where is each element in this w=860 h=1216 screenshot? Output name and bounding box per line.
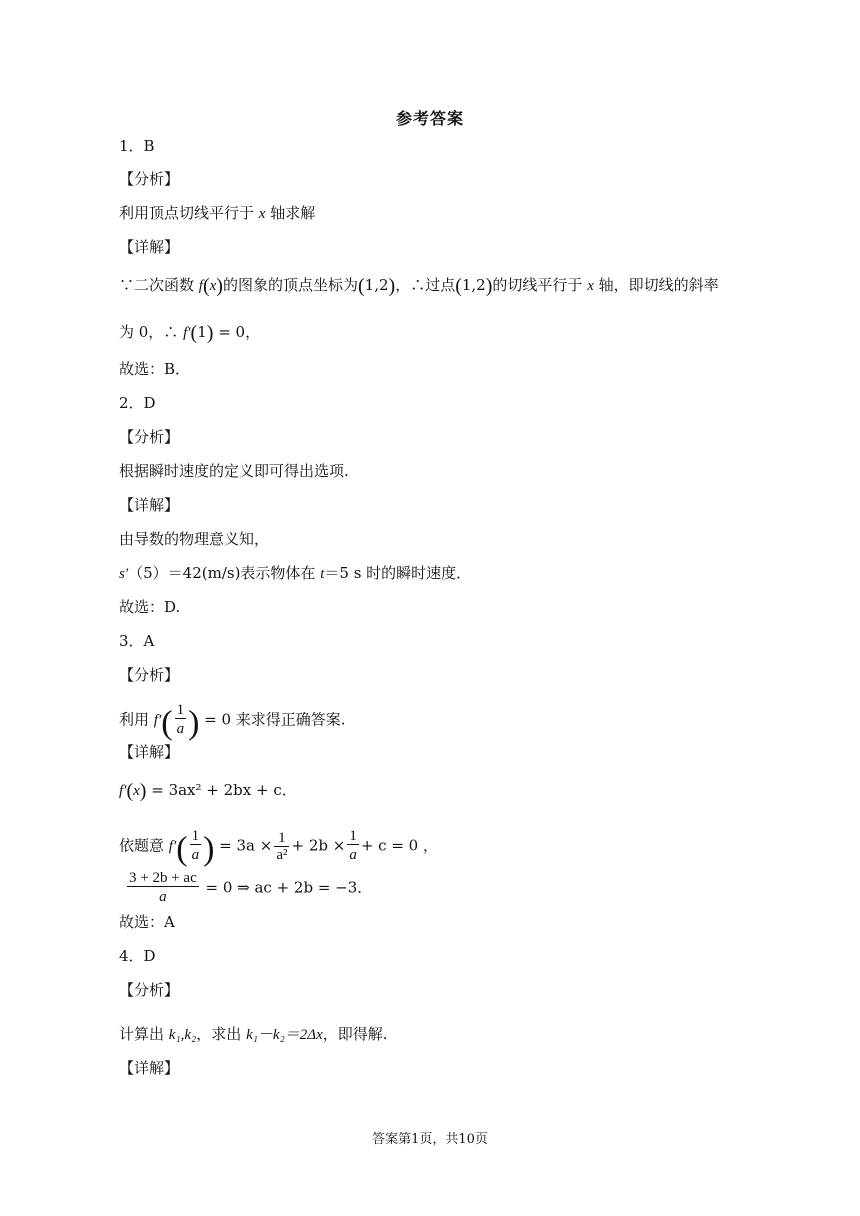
- q2-detail-tag: 【详解】: [119, 496, 180, 514]
- q3-detail-line1: f′(x) = 3ax² + 2bx + c．: [119, 780, 297, 802]
- q1-detail-line2: 为 0，∴ f′(1) = 0，: [119, 322, 261, 344]
- answer-2: 2．D: [119, 394, 156, 412]
- q3-analysis-tag: 【分析】: [119, 666, 180, 684]
- q2-analysis-tag: 【分析】: [119, 428, 180, 446]
- q1-detail-tag: 【详解】: [119, 238, 180, 256]
- q3-detail-tag: 【详解】: [119, 743, 180, 761]
- answer-3: 3．A: [119, 632, 155, 650]
- q4-analysis: 计算出 k₁,k₂，求出 k₁－k₂＝2Δx，即得解.: [119, 1025, 388, 1043]
- q4-analysis-tag: 【分析】: [119, 981, 180, 999]
- q1-choice: 故选：B．: [119, 360, 191, 378]
- q2-detail-line1: 由导数的物理意义知，: [119, 530, 270, 548]
- q3-detail-line3: $\frac{3 + 2b + ac}{a} = 0$ ⇒ ac + 2b = −3．: [129, 870, 373, 905]
- q2-analysis: 根据瞬时速度的定义即可得出选项.: [119, 462, 349, 480]
- q3-detail-line2: 依题意 f′( $\frac{1}{a}) = 3a$ × $\frac{1}{\text{a²}}$ + 2b × $\frac{1}{a} + c = 0$ ，: [119, 828, 438, 868]
- page-footer: 答案第1页，共10页: [372, 1132, 488, 1147]
- answer-1: 1．B: [119, 137, 155, 155]
- q1-detail-line1: ∵二次函数 f(x)的图象的顶点坐标为(1,2)，∴过点(1,2)的切线平行于 x 轴，即切线的斜率: [119, 275, 719, 297]
- answer-4: 4．D: [119, 947, 156, 965]
- q3-choice: 故选：A: [119, 913, 175, 931]
- q1-analysis-tag: 【分析】: [119, 170, 180, 188]
- q2-choice: 故选：D.: [119, 598, 181, 616]
- q2-detail-line2: s′（5）＝42(m/s)表示物体在 t＝5 s 时的瞬时速度．: [119, 564, 472, 582]
- page-title: 参考答案: [395, 109, 464, 128]
- fraction: $\frac{1}{a}$: [176, 702, 185, 737]
- q3-analysis: 利用 f′( $\frac{1}{a}) = 0$ 来求得正确答案.: [119, 702, 346, 742]
- q4-detail-tag: 【详解】: [119, 1059, 180, 1077]
- q1-analysis: 利用顶点切线平行于 x 轴求解: [119, 204, 316, 222]
